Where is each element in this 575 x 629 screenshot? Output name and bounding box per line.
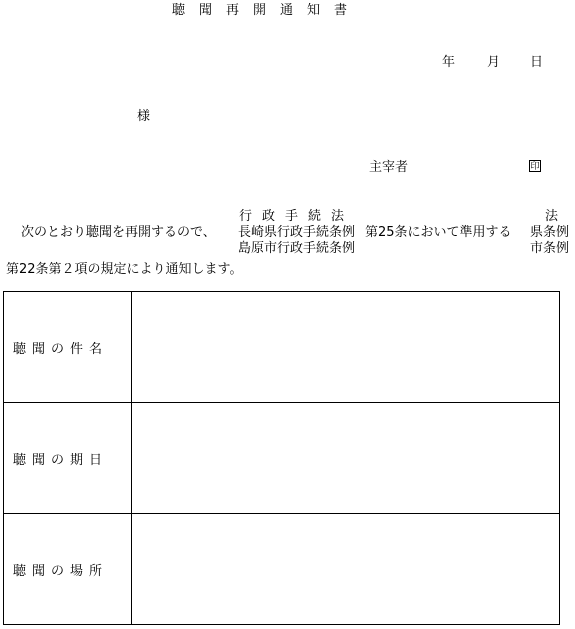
law-option-city-ordinance-suffix: 市条例 — [530, 241, 570, 256]
law-option-nagasaki-prefecture-ordinance: 長崎県行政手続条例 — [238, 225, 356, 240]
date-month-label: 月 — [487, 55, 501, 70]
table-row — [4, 403, 560, 514]
law-option-shimabara-city-ordinance: 島原市行政手続条例 — [238, 241, 356, 256]
date-day-label: 日 — [530, 55, 544, 70]
table-row — [4, 292, 560, 403]
law-option-act-suffix: 法 — [545, 209, 559, 224]
hearing-date-label: 聴聞の期日 — [4, 403, 132, 514]
addressee-honorific: 様 — [137, 109, 151, 124]
hearing-subject-label: 聴聞の件名 — [4, 292, 132, 403]
presider-label: 主宰者 — [369, 160, 409, 175]
table-row — [4, 514, 560, 625]
notice-intro-text: 次のとおり聴聞を再開するので、 — [21, 225, 216, 240]
hearing-date-field[interactable] — [132, 403, 560, 514]
date-year-label: 年 — [442, 55, 456, 70]
document-title: 聴聞再開通知書 — [172, 3, 362, 18]
law-option-prefecture-ordinance-suffix: 県条例 — [530, 225, 570, 240]
hearing-place-label: 聴聞の場所 — [4, 514, 132, 625]
seal-icon: 印 — [530, 162, 540, 172]
notice-closing-text: 第22条第２項の規定により通知します。 — [6, 262, 243, 277]
hearing-subject-field[interactable] — [132, 292, 560, 403]
law-option-administrative-procedure-act: 行政手続法 — [239, 209, 355, 224]
hearing-place-field[interactable] — [132, 514, 560, 625]
law-article-reference: 第25条において準用する — [365, 225, 512, 240]
hearing-info-table — [3, 291, 560, 625]
